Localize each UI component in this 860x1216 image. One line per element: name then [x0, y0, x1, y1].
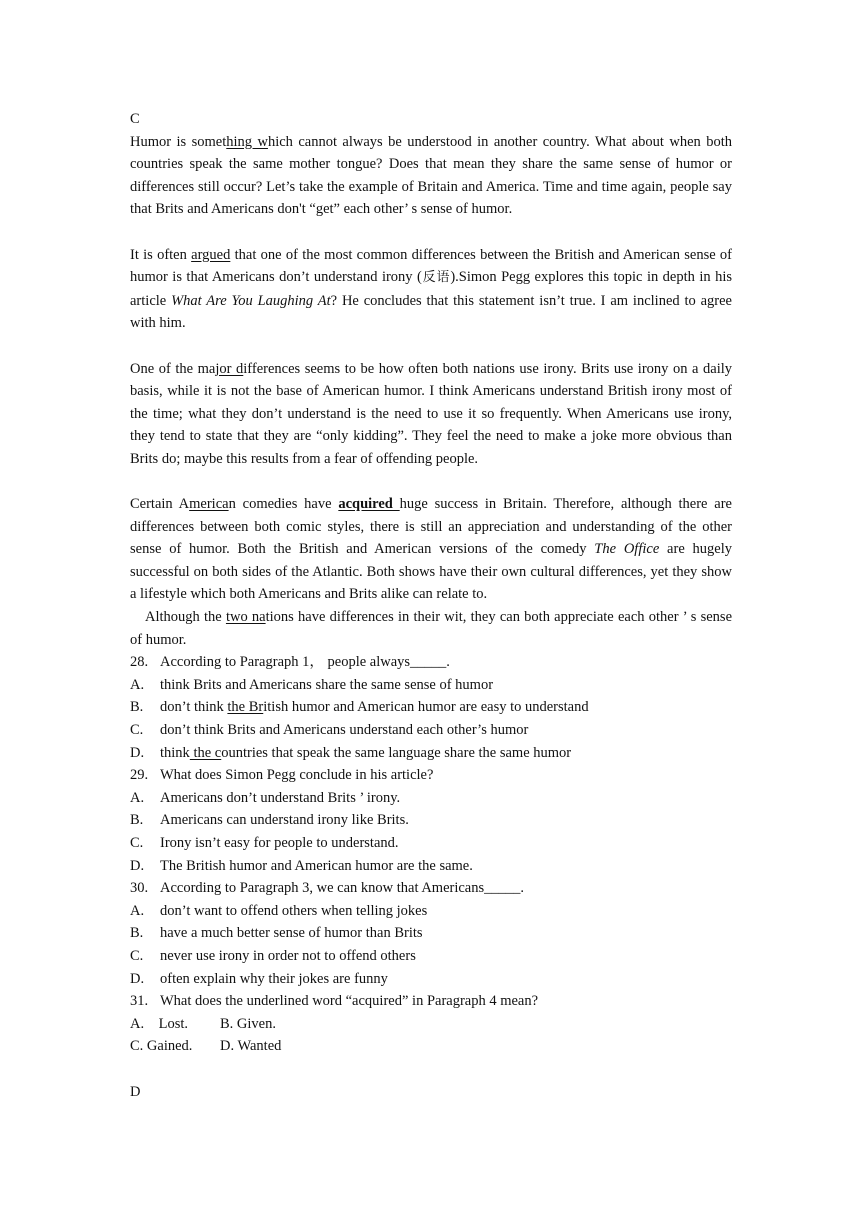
underline-mark: jor d	[215, 360, 244, 377]
option-label: D.	[130, 970, 145, 987]
paragraph-3	[130, 358, 732, 471]
paragraph-4	[130, 493, 732, 606]
underlined-word-argued: argued	[191, 246, 231, 263]
paragraph-5	[130, 606, 732, 651]
option-28-d	[130, 742, 732, 765]
option-31-c: C. Gained.	[130, 1038, 193, 1055]
option-29-b	[130, 809, 732, 832]
option-text: often explain why their jokes are funny	[160, 970, 388, 987]
underline-mark: merica	[189, 496, 229, 513]
paragraph-2-text: ).Simon Pegg explores this topic in depth in his article	[130, 269, 732, 309]
option-text: Irony isn’t easy for people to understand.	[160, 835, 399, 851]
paragraph-2-text: that one of the most common differences between the British and American sense of humor is that Americans don’t understand irony (	[130, 246, 732, 286]
underlined-word-acquired: acquired	[338, 496, 400, 513]
option-label: A.	[130, 676, 145, 693]
paragraph-4-text: are hugely successful on both sides of the Atlantic. Both shows have their own cultural differences, yet they show a lifestyle which both Americans and Brits alike can relate to.	[130, 541, 732, 603]
question-29	[130, 764, 732, 787]
paragraph-3-text: ifferences seems to be how often both nations use irony. Brits use irony on a daily basis, while it is not the base of American humor. I think Americans understand British irony most of the time; what they don’t understand is the need to use it so frequently. When Americans use irony, they tend to state that they are “only kidding”. They feel the need to make a joke more obvious than Brits do; maybe this results from a fear of offending people.	[130, 360, 733, 467]
question-31	[130, 990, 732, 1013]
option-29-c	[130, 832, 732, 855]
paragraph-2	[130, 244, 732, 335]
option-text	[160, 742, 732, 765]
comedy-title: The Office	[594, 541, 660, 558]
paragraph-gap	[130, 335, 732, 358]
option-text: never use irony in order not to offend others	[160, 947, 416, 964]
paragraph-4-text: Certain A	[130, 496, 190, 513]
question-text: According to Paragraph 3, we can know that Americans_____.	[160, 880, 525, 897]
option-30-b	[130, 922, 732, 945]
option-label: A.	[130, 789, 145, 806]
paragraph-5-text: Although the	[145, 609, 226, 626]
underline-mark: the c	[189, 744, 222, 761]
option-29-d	[130, 855, 732, 878]
option-28-b	[130, 696, 732, 719]
question-text: What does the underlined word “acquired” in Paragraph 4 mean?	[160, 993, 539, 1010]
paragraph-4-text: huge success in Britain. Therefore, although there are differences between both comic styles, there is still an appreciation and understanding of the other sense of humor. Both the British and American versions of the comedy	[130, 496, 732, 558]
question-number: 28.	[130, 654, 149, 671]
paragraph-2-text: ? He concludes that this statement isn’t true. I am inclined to agree with him.	[130, 292, 732, 332]
paragraph-3-text: One of the ma	[130, 360, 216, 377]
paragraph-gap	[130, 471, 732, 494]
option-label: D.	[130, 857, 145, 874]
underline-mark: the Br	[227, 699, 264, 716]
option-30-d	[130, 968, 732, 991]
question-28	[130, 651, 732, 674]
options-31-row-2	[130, 1035, 732, 1058]
option-text: Americans can understand irony like Brits.	[160, 812, 409, 829]
paragraph-5-text: tions have differences in their wit, they can both appreciate each other ’ s sense of humor.	[130, 609, 733, 648]
paragraph-gap	[130, 1058, 732, 1081]
option-text-part: don’t think	[160, 699, 228, 716]
option-28-a	[130, 674, 732, 697]
paragraph-4-text: n comedies have	[228, 496, 339, 513]
paragraph-2-text: It is often	[130, 246, 192, 263]
question-number: 29.	[130, 767, 149, 784]
chinese-gloss: 反语	[421, 270, 451, 286]
section-heading-d: D	[130, 1083, 141, 1100]
option-text: don’t want to offend others when telling jokes	[160, 902, 428, 919]
article-title: What Are You Laughing At	[171, 292, 331, 309]
underline-mark: hing w	[226, 133, 268, 150]
option-31-b: B. Given.	[220, 1015, 276, 1032]
question-number: 31.	[130, 993, 149, 1010]
option-label: A.	[130, 902, 145, 919]
underline-mark: two na	[225, 609, 266, 626]
question-text: According to Paragraph 1， people always_____.	[160, 654, 450, 671]
option-label: B.	[130, 699, 144, 716]
paragraph-1-text: hich cannot always be understood in another country. What about when both countries speak the same mother tongue? Does that mean they share the same sense of humor or differences still occur? Let’s take the example of Britain and America. Time and time again, people say that Brits and Americans don't “get” each other’ s sense of humor.	[130, 133, 733, 218]
option-label: C.	[130, 835, 144, 851]
question-text: What does Simon Pegg conclude in his article?	[160, 767, 434, 784]
option-text: think Brits and Americans share the same sense of humor	[160, 676, 494, 693]
option-label: C.	[130, 722, 144, 739]
option-30-c	[130, 945, 732, 968]
option-29-a	[130, 787, 732, 810]
paragraph-1	[130, 131, 732, 221]
option-text-part: ountries that speak the same language share the same humor	[221, 744, 572, 761]
option-label: B.	[130, 812, 144, 829]
option-text: Americans don’t understand Brits ’ irony.	[160, 789, 401, 806]
option-30-a	[130, 900, 732, 923]
option-text-part: think	[160, 744, 190, 761]
option-label: C.	[130, 947, 144, 964]
section-heading-c: C	[130, 111, 140, 127]
option-text: have a much better sense of humor than Brits	[160, 925, 423, 942]
option-text-part: itish humor and American humor are easy to understand	[263, 699, 589, 716]
paragraph-gap	[130, 221, 732, 244]
options-31-row-1	[130, 1013, 732, 1036]
option-28-c	[130, 719, 732, 742]
option-text: don’t think Brits and Americans understand each other’s humor	[160, 722, 529, 739]
option-text: The British humor and American humor are the same.	[160, 857, 473, 874]
question-number: 30.	[130, 880, 149, 897]
question-30	[130, 877, 732, 900]
paragraph-1-text: Humor is somet	[130, 133, 227, 150]
option-31-d: D. Wanted	[220, 1038, 282, 1055]
option-label: B.	[130, 925, 144, 942]
option-text	[160, 696, 732, 719]
option-label: D.	[130, 744, 145, 761]
option-31-a: A. Lost.	[130, 1015, 188, 1032]
document-page	[130, 108, 732, 1103]
